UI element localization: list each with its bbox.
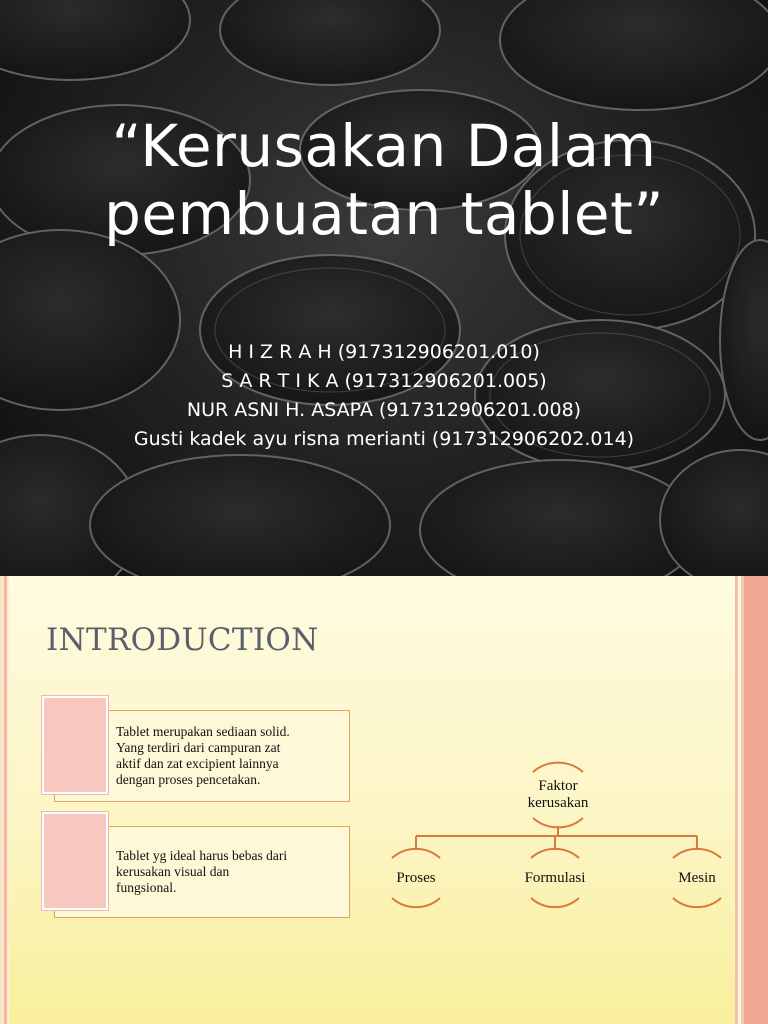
child-node-arc-bottom	[392, 898, 440, 907]
child-node-arc-bottom	[673, 898, 721, 907]
child-node-arc-top	[392, 849, 440, 858]
card-text-line: Tablet merupakan sediaan solid.	[116, 724, 290, 739]
card-text-line: Yang terdiri dari campuran zat	[116, 740, 281, 755]
title-line-1: “Kerusakan Dalam	[111, 112, 657, 180]
factor-diagram	[0, 576, 768, 1024]
author-line: NUR ASNI H. ASAPA (917312906201.008)	[186, 399, 582, 421]
child-node-arc-top	[531, 849, 579, 858]
root-node-label	[508, 778, 608, 812]
card-text-line: fungsional.	[116, 880, 177, 895]
title-line-2: pembuatan tablet”	[104, 180, 664, 248]
card-text-line: dengan proses pencetakan.	[116, 772, 261, 787]
card-text-line: kerusakan visual dan	[116, 864, 230, 879]
child-node-formulasi: Formulasi	[524, 870, 586, 886]
root-label-line: kerusakan	[527, 795, 589, 811]
root-node-arc-bottom	[533, 818, 583, 827]
root-label-line: Faktor	[538, 778, 578, 794]
author-line: S A R T I K A (917312906201.005)	[221, 370, 547, 392]
introduction-slide	[0, 576, 768, 1024]
root-node-arc-top	[533, 763, 583, 772]
child-node-mesin: Mesin	[678, 870, 716, 886]
author-line: H I Z R A H (917312906201.010)	[228, 341, 540, 363]
author-line: Gusti kadek ayu risna merianti (917312906202.014)	[133, 428, 635, 450]
child-node-arc-bottom	[531, 898, 579, 907]
slide-title	[0, 112, 768, 248]
card-text-line: aktif dan zat excipient lainnya	[116, 756, 279, 771]
slide-heading: INTRODUCTION	[46, 622, 319, 658]
child-node-proses: Proses	[396, 870, 436, 886]
child-node-arc-top	[673, 849, 721, 858]
author-list	[0, 338, 768, 454]
card-text-line: Tablet yg ideal harus bebas dari	[116, 848, 288, 863]
